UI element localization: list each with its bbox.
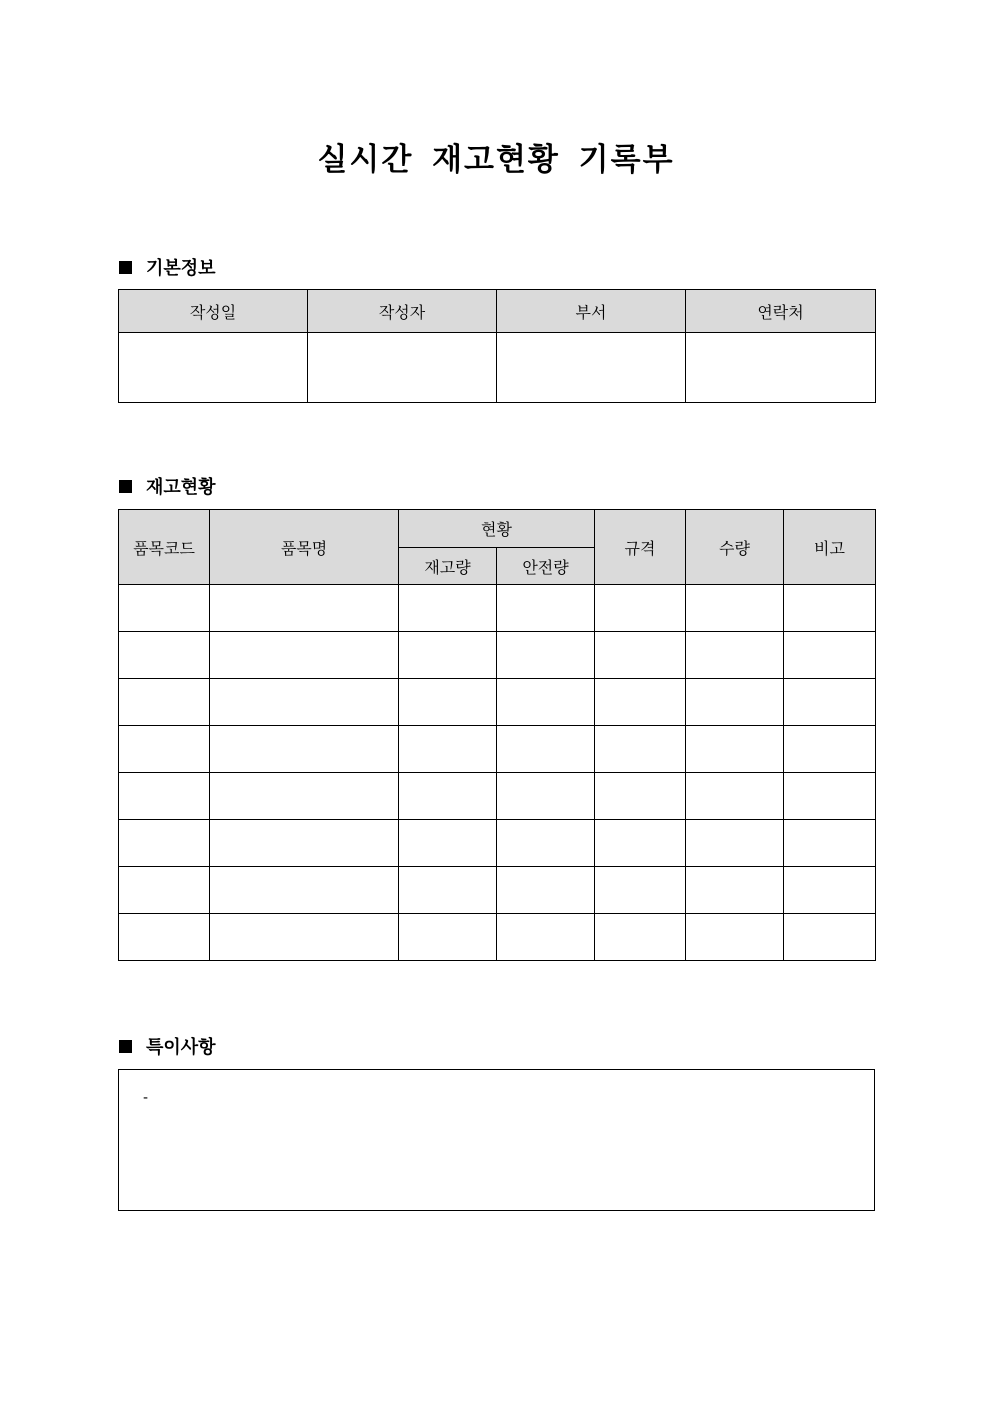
- stock-cell-stock-qty[interactable]: [399, 914, 497, 961]
- stock-cell-stock-qty[interactable]: [399, 585, 497, 632]
- stock-cell-stock-qty[interactable]: [399, 773, 497, 820]
- stock-cell-code[interactable]: [119, 585, 210, 632]
- stock-cell-name[interactable]: [210, 914, 399, 961]
- stock-cell-name[interactable]: [210, 585, 399, 632]
- stock-header-code: 품목코드: [119, 510, 210, 585]
- stock-cell-stock-qty[interactable]: [399, 820, 497, 867]
- stock-cell-remarks[interactable]: [784, 679, 876, 726]
- basic-header-contact: 연락처: [686, 290, 876, 333]
- stock-cell-code[interactable]: [119, 914, 210, 961]
- basic-value-date[interactable]: [119, 333, 308, 403]
- stock-cell-code[interactable]: [119, 726, 210, 773]
- stock-cell-safety-qty[interactable]: [497, 679, 595, 726]
- stock-cell-name[interactable]: [210, 820, 399, 867]
- basic-value-contact[interactable]: [686, 333, 876, 403]
- notes-heading-label: 특이사항: [146, 1037, 216, 1058]
- document-title: 실시간 재고현황 기록부: [317, 142, 675, 178]
- table-row: [119, 867, 876, 914]
- stock-heading-label: 재고현황: [146, 477, 216, 498]
- stock-cell-remarks[interactable]: [784, 726, 876, 773]
- stock-cell-name[interactable]: [210, 726, 399, 773]
- stock-cell-safety-qty[interactable]: [497, 820, 595, 867]
- stock-cell-quantity[interactable]: [686, 914, 784, 961]
- stock-cell-quantity[interactable]: [686, 726, 784, 773]
- square-bullet-icon: [119, 261, 132, 274]
- square-bullet-icon: [119, 480, 132, 493]
- stock-cell-remarks[interactable]: [784, 914, 876, 961]
- stock-cell-safety-qty[interactable]: [497, 867, 595, 914]
- table-row: [119, 632, 876, 679]
- stock-cell-quantity[interactable]: [686, 773, 784, 820]
- stock-cell-spec[interactable]: [595, 867, 686, 914]
- stock-cell-code[interactable]: [119, 820, 210, 867]
- stock-cell-spec[interactable]: [595, 632, 686, 679]
- stock-cell-safety-qty[interactable]: [497, 632, 595, 679]
- table-row: [119, 773, 876, 820]
- stock-cell-code[interactable]: [119, 867, 210, 914]
- stock-cell-name[interactable]: [210, 867, 399, 914]
- basic-header-date: 작성일: [119, 290, 308, 333]
- basic-value-department[interactable]: [497, 333, 686, 403]
- stock-cell-remarks[interactable]: [784, 773, 876, 820]
- table-row: [119, 679, 876, 726]
- stock-cell-quantity[interactable]: [686, 820, 784, 867]
- stock-cell-spec[interactable]: [595, 820, 686, 867]
- stock-cell-spec[interactable]: [595, 679, 686, 726]
- stock-cell-safety-qty[interactable]: [497, 773, 595, 820]
- stock-header-quantity: 수량: [686, 510, 784, 585]
- stock-header-stock-qty: 재고량: [399, 548, 497, 585]
- stock-cell-stock-qty[interactable]: [399, 867, 497, 914]
- stock-cell-quantity[interactable]: [686, 585, 784, 632]
- stock-cell-name[interactable]: [210, 679, 399, 726]
- stock-cell-quantity[interactable]: [686, 679, 784, 726]
- stock-cell-stock-qty[interactable]: [399, 726, 497, 773]
- stock-cell-code[interactable]: [119, 679, 210, 726]
- square-bullet-icon: [119, 1040, 132, 1053]
- basic-value-author[interactable]: [308, 333, 497, 403]
- stock-table: [118, 509, 876, 961]
- stock-cell-remarks[interactable]: [784, 585, 876, 632]
- notes-box[interactable]: [118, 1069, 875, 1211]
- stock-cell-quantity[interactable]: [686, 632, 784, 679]
- stock-cell-spec[interactable]: [595, 914, 686, 961]
- stock-cell-quantity[interactable]: [686, 867, 784, 914]
- basic-info-table: [118, 289, 876, 403]
- stock-cell-safety-qty[interactable]: [497, 585, 595, 632]
- stock-cell-spec[interactable]: [595, 585, 686, 632]
- table-row: [119, 820, 876, 867]
- basic-header-department: 부서: [497, 290, 686, 333]
- stock-header-safety-qty: 안전량: [497, 548, 595, 585]
- table-row: [119, 726, 876, 773]
- stock-heading: [119, 473, 216, 499]
- stock-header-remarks: 비고: [784, 510, 876, 585]
- stock-cell-code[interactable]: [119, 773, 210, 820]
- stock-cell-safety-qty[interactable]: [497, 726, 595, 773]
- table-row: [119, 585, 876, 632]
- table-row: [119, 914, 876, 961]
- stock-cell-stock-qty[interactable]: [399, 679, 497, 726]
- basic-info-heading: [119, 254, 216, 280]
- stock-cell-safety-qty[interactable]: [497, 914, 595, 961]
- basic-header-author: 작성자: [308, 290, 497, 333]
- stock-cell-stock-qty[interactable]: [399, 632, 497, 679]
- notes-text: -: [143, 1090, 149, 1106]
- stock-header-name: 품목명: [210, 510, 399, 585]
- stock-cell-remarks[interactable]: [784, 867, 876, 914]
- stock-table-body: [119, 585, 876, 961]
- stock-cell-spec[interactable]: [595, 726, 686, 773]
- stock-header-status: 현황: [399, 510, 595, 548]
- stock-cell-remarks[interactable]: [784, 632, 876, 679]
- notes-heading: [119, 1033, 216, 1059]
- stock-cell-remarks[interactable]: [784, 820, 876, 867]
- stock-cell-spec[interactable]: [595, 773, 686, 820]
- stock-cell-name[interactable]: [210, 632, 399, 679]
- stock-cell-code[interactable]: [119, 632, 210, 679]
- basic-info-heading-label: 기본정보: [146, 258, 216, 279]
- stock-cell-name[interactable]: [210, 773, 399, 820]
- stock-header-spec: 규격: [595, 510, 686, 585]
